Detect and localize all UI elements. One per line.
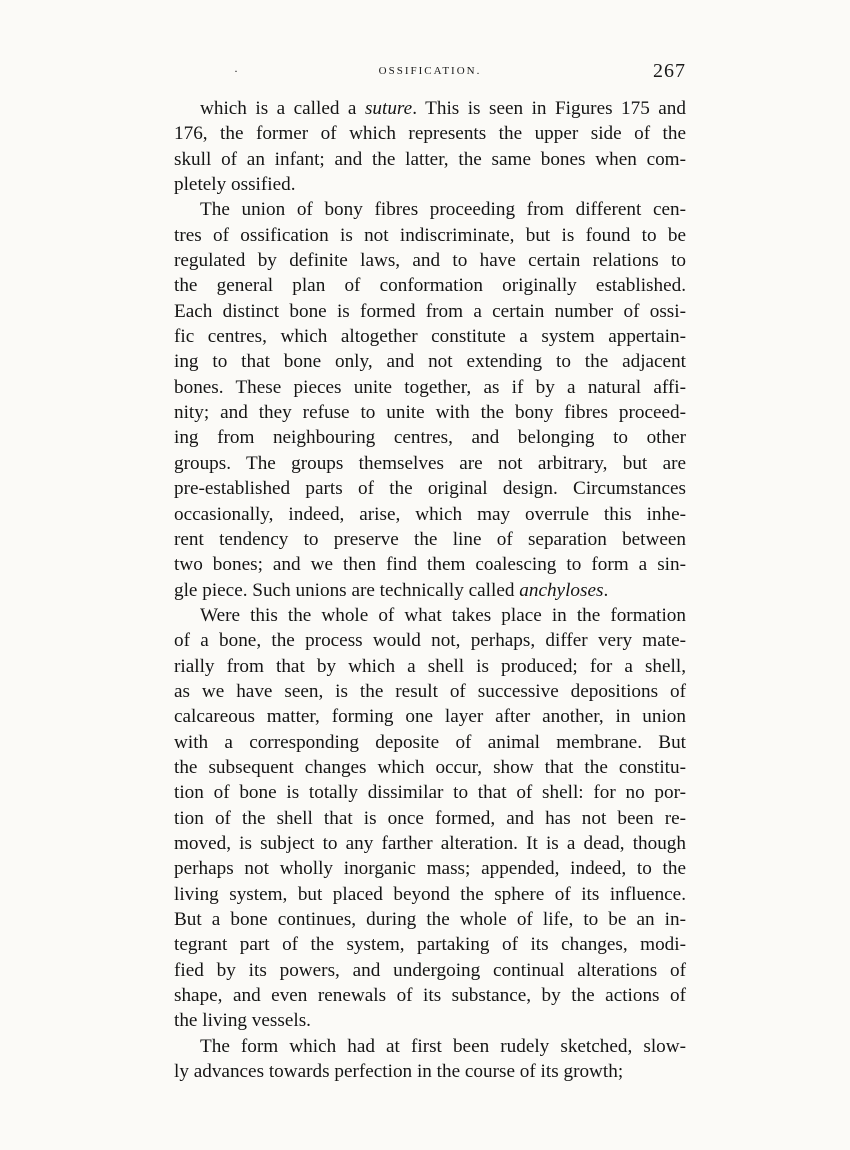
text-line [174,476,686,501]
text-line [174,958,686,983]
text-line [174,704,686,729]
text-run: . This is seen in Figures 175 and [412,98,686,119]
text-run: rent tendency to preserve the line of separation between [174,528,686,550]
text-line [174,223,686,248]
text-run: The union of bony fibres proceeding from different cen- [200,199,686,221]
text-run: of a bone, the process would not, perhaps, differ very mate- [174,630,686,652]
text-run: tion of bone is totally dissimilar to that of shell: for no por- [174,782,686,804]
text-line [174,96,686,121]
text-line [174,349,686,374]
text-run: perhaps not wholly inorganic mass; appended, indeed, to the [174,858,686,880]
text-run: gle piece. Such unions are technically called [174,579,520,601]
text-line [174,882,686,907]
text-run: But a bone continues, during the whole of life, to be an in- [174,909,686,930]
text-run: pletely ossified. [174,174,296,196]
text-run: nity; and they refuse to unite with the bony fibres proceed- [174,402,686,424]
text-line [174,806,686,831]
text-line [174,502,686,527]
text-run: The form which had at first been rudely sketched, slow- [200,1035,686,1057]
paragraph [174,1034,686,1085]
italic-term: anchyloses [519,579,604,601]
text-run: ing from neighbouring centres, and belonging to other [174,427,686,449]
text-line [174,730,686,755]
text-line [174,654,686,679]
text-line [174,197,686,222]
text-run: occasionally, indeed, arise, which may overrule this inhe- [174,503,686,525]
text-run: Each distinct bone is formed from a certain number of ossi- [174,300,686,322]
text-run: Were this the whole of what takes place in the formation [200,604,686,626]
text-run: calcareous matter, forming one layer after another, in union [174,706,686,728]
text-line [174,172,686,197]
running-title: OSSIFICATION. [378,65,482,77]
text-run: groups. The groups themselves are not arbitrary, but are [174,452,686,474]
text-line [174,375,686,400]
text-line [174,679,686,704]
text-run: which is a called a [200,98,365,119]
text-line [174,831,686,856]
text-run: the subsequent changes which occur, show that the constitu- [174,756,686,778]
text-run: shape, and even renewals of its substance, by the actions of [174,985,686,1007]
text-run: skull of an infant; and the latter, the same bones when com- [174,148,686,170]
text-run: moved, is subject to any farther alteration. It is a dead, though [174,832,686,854]
text-run: the living vessels. [174,1010,311,1032]
body-text [174,96,686,1084]
text-line [174,932,686,957]
text-line [174,603,686,628]
paragraph [174,603,686,1034]
text-line [174,324,686,349]
text-line [174,400,686,425]
text-run: two bones; and we then find them coalescing to form a sin- [174,554,686,576]
text-line [174,121,686,146]
text-run: tion of the shell that is once formed, and has not been re- [174,807,686,829]
text-run: regulated by definite laws, and to have certain relations to [174,250,686,272]
text-line [174,527,686,552]
text-line [174,755,686,780]
text-run: ing to that bone only, and not extending to the adjacent [174,351,686,373]
text-run: the general plan of conformation originally established. [174,275,686,297]
text-line [174,273,686,298]
running-head [174,60,686,84]
text-run: ly advances towards perfection in the course of its growth; [174,1061,624,1083]
text-line [174,628,686,653]
text-line [174,907,686,932]
text-run: bones. These pieces unite together, as if by a natural affi- [174,376,686,398]
text-line [174,578,686,603]
text-line [174,299,686,324]
text-run: 176, the former of which represents the upper side of the [174,123,686,145]
text-run: with a corresponding deposite of animal membrane. But [174,731,686,753]
text-run: tres of ossification is not indiscriminate, but is found to be [174,224,686,246]
paragraph [174,197,686,603]
text-line [174,552,686,577]
text-run: living system, but placed beyond the sphere of its influence. [174,883,686,905]
text-run: fied by its powers, and undergoing continual alterations of [174,959,686,981]
text-line [174,147,686,172]
page-number: 267 [653,60,686,82]
header-dot: · [234,64,238,78]
paragraph [174,96,686,197]
text-run: rially from that by which a shell is produced; for a shell, [174,655,686,677]
text-line [174,1059,686,1084]
text-line [174,425,686,450]
text-run: . [603,579,609,601]
text-line [174,983,686,1008]
text-line [174,1034,686,1059]
text-run: fic centres, which altogether constitute a system appertain- [174,326,686,348]
text-line [174,248,686,273]
text-run: pre-established parts of the original design. Circumstances [174,478,686,500]
text-line [174,780,686,805]
text-run: as we have seen, is the result of successive depositions of [174,680,686,702]
text-line [174,1008,686,1033]
text-line [174,856,686,881]
italic-term: suture [364,98,413,119]
text-line [174,451,686,476]
text-run: tegrant part of the system, partaking of its changes, modi- [174,934,686,956]
